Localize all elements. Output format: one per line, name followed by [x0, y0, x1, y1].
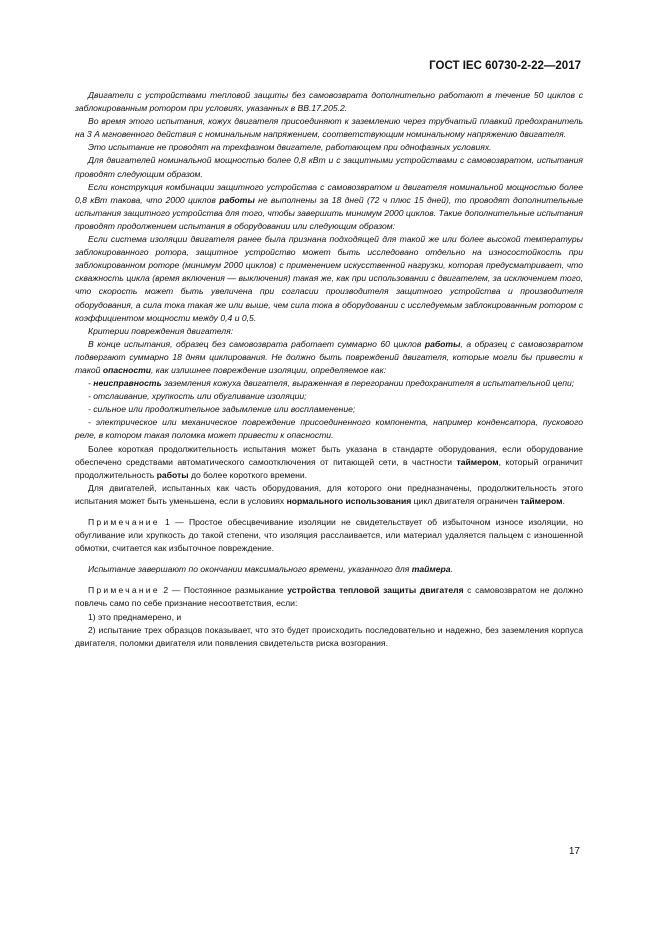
text-run: цикл двигателя ограничен	[411, 495, 521, 506]
text-run: -	[88, 378, 94, 389]
text-run: до более короткого времени.	[188, 469, 308, 480]
note-label: Примечание	[88, 585, 160, 596]
standard-designation: ГОСТ IEC 60730-2-22—2017	[429, 60, 581, 72]
paragraph: Критерии повреждения двигателя:	[88, 325, 234, 336]
term-bold: работы	[219, 194, 255, 205]
note-text: с самовозвратом не должно повлечь само по себе признание несоответствия, если:	[75, 585, 583, 609]
text-run: Если конструкция комбинации защитного устройства с самовозвратом и двигателя номинальной мощностью более 0,8 кВт такова, что 2000 циклов	[75, 181, 583, 205]
text-run: .	[450, 564, 453, 575]
note-1	[75, 516, 583, 555]
paragraph: Двигатели с устройствами тепловой защиты без самовозврата дополнительно работают в течение 50 циклов с заблокированным ротором при условиях, указанных в ВВ.17.205.2.	[75, 90, 583, 114]
paragraph	[75, 563, 583, 576]
text-run: Для двигателей, испытанных как часть оборудования, для которого они предназначены, продолжительность этого испытания может быть уменьшена, если в условиях	[75, 482, 583, 506]
term-bold: работы	[424, 338, 461, 349]
text-run: , как излишнее повреждение изоляции, определяемое как:	[151, 364, 387, 375]
dash-item	[75, 377, 583, 390]
text-run: , а образец с самовозвратом подвергают суммарно 18 дням циклирования. Не должно быть повреждений двигателя, которые могли бы привести к такой	[75, 338, 583, 375]
term-bold: работы	[156, 469, 189, 480]
numbered-item: 1) это преднамерено, и	[88, 611, 182, 622]
page-body	[75, 89, 583, 650]
dash-item: - отслаивание, хрупкость или обугливание изоляции;	[88, 391, 307, 402]
term-bold: опасности	[102, 364, 152, 375]
term-bold: устройства тепловой защиты двигателя	[287, 585, 464, 596]
note-text: 1 — Простое обесцвечивание изоляции не свидетельствует об избыточном износе изоляции, но обугливание или хрупкость до такой степени, что изоляция расслаивается, или материал удаляется пальцем с изношенной обмотки, считается как избыточное повреждение.	[75, 517, 583, 554]
note-label: Примечание	[88, 517, 160, 527]
text-run: , который ограничит продолжительность	[75, 456, 583, 480]
text-run: .	[562, 495, 565, 506]
note-text: 2 — Постоянное размыкание	[159, 585, 288, 596]
paragraph	[75, 181, 583, 233]
paragraph: Это испытание не проводят на трехфазном двигателе, работающем при однофазных условиях.	[88, 142, 492, 153]
text-run: Испытание завершают по окончании максимального времени, указанного для	[88, 564, 412, 575]
paragraph	[75, 443, 583, 482]
dash-item: - сильное или продолжительное задымление или воспламенение;	[88, 404, 356, 415]
term-bold: нормального использования	[286, 495, 412, 506]
paragraph: Для двигателей номинальной мощностью более 0,8 кВт и с защитными устройствами с самовозвратом, испытания проводят следующим образом.	[75, 155, 583, 179]
dash-item: - электрическое или механическое повреждение присоединенного компонента, например конденсатора, пускового реле, в котором такая поломка может привести к опасности.	[75, 417, 583, 441]
paragraph: Если система изоляции двигателя ранее была признана подходящей для такой же или более высокой температуры заблокированного ротора, защитное устройство может быть исследовано отдельно на износостойкость при заблокированном роторе (минимум 2000 циклов) с применением искусственной нагрузки, которая предусматривает, что скважность цикла (время включения — выключения) такая же, как при использовании с двигателем, за исключением того, что скорость может быть увеличена при согласии производителя защитного устройства и производителя оборудования, а сила тока такая же или выше, чем сила тока в оборудовании с исследуемым заблокированным ротором с коэффициентом мощности между 0,4 и 0,5.	[75, 234, 583, 323]
term-bold: таймером	[520, 495, 563, 506]
term-bold: таймером	[456, 456, 499, 467]
text-run: В конце испытания, образец без самовозврата работает суммарно 60 циклов	[88, 338, 425, 349]
page-number: 17	[568, 846, 580, 857]
paragraph	[75, 482, 583, 508]
term-bold: неисправность	[93, 378, 162, 389]
numbered-item: 2) испытание трех образцов показывает, что это будет происходить последовательно и надежно, без заземления корпуса двигателя, поломки двигателя или появления свидетельств риска возгорания.	[75, 624, 583, 648]
paragraph	[75, 338, 583, 377]
text-run: не выполнены за 18 дней (72 ч плюс 15 дней), то проводят дополнительные испытания защитного устройства для того, чтобы завершить минимум 2000 циклов. Такие дополнительные испытания проводят продолжением испытания в оборудовании или следующим образом:	[75, 194, 584, 231]
note-2	[75, 584, 583, 610]
text-run: заземления кожуха двигателя, выраженная в перегорании предохранителя в испытательной цепи;	[161, 378, 575, 389]
paragraph: Во время этого испытания, кожух двигателя присоединяют к заземлению через трубчатый плавкий предохранитель на 3 А мгновенного действия с номинальным напряжением, соответствующим номинальному напряжению двигателя.	[75, 116, 583, 140]
text-run: Более короткая продолжительность испытания может быть указана в стандарте оборудования, если оборудование обеспечено средствами автоматического самоотключения от питающей сети, в частности	[75, 443, 583, 467]
term-bold: таймера	[411, 564, 451, 575]
